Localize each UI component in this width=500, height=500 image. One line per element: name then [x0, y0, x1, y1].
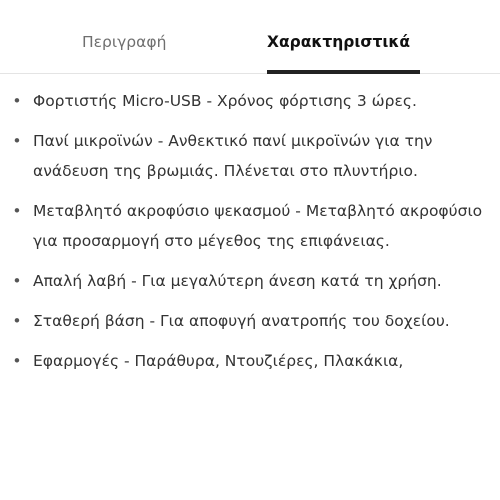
- tab-features[interactable]: Χαρακτηριστικά: [267, 33, 411, 51]
- active-tab-indicator: [267, 70, 420, 74]
- feature-text: Εφαρμογές - Παράθυρα, Ντουζιέρες, Πλακάκια,: [33, 352, 404, 370]
- feature-text: Σταθερή βάση - Για αποφυγή ανατροπής του δοχείου.: [33, 312, 450, 330]
- feature-text: Φορτιστής Micro-USB - Χρόνος φόρτισης 3 ώρες.: [33, 92, 417, 110]
- bullet-icon: •: [12, 202, 22, 220]
- bullet-icon: •: [12, 312, 22, 330]
- feature-item: [0, 196, 500, 256]
- features-list: [0, 86, 500, 386]
- bullet-icon: •: [12, 272, 22, 290]
- product-tabs: [0, 0, 500, 74]
- feature-text: Απαλή λαβή - Για μεγαλύτερη άνεση κατά τη χρήση.: [33, 272, 442, 290]
- bullet-icon: •: [12, 352, 22, 370]
- feature-text: Μεταβλητό ακροφύσιο ψεκασμού - Μεταβλητό ακροφύσιο για προσαρμογή στο μέγεθος της επιφάνειας.: [33, 202, 483, 250]
- feature-item: [0, 306, 500, 336]
- feature-item: [0, 86, 500, 116]
- bullet-icon: •: [12, 132, 22, 150]
- feature-item: [0, 266, 500, 296]
- feature-text: Πανί μικροϊνών - Ανθεκτικό πανί μικροϊνών για την ανάδευση της βρωμιάς. Πλένεται στο πλυντήριο.: [33, 132, 433, 180]
- feature-item: [0, 126, 500, 186]
- bullet-icon: •: [12, 92, 22, 110]
- feature-item: [0, 346, 500, 376]
- tab-description[interactable]: Περιγραφή: [82, 33, 167, 51]
